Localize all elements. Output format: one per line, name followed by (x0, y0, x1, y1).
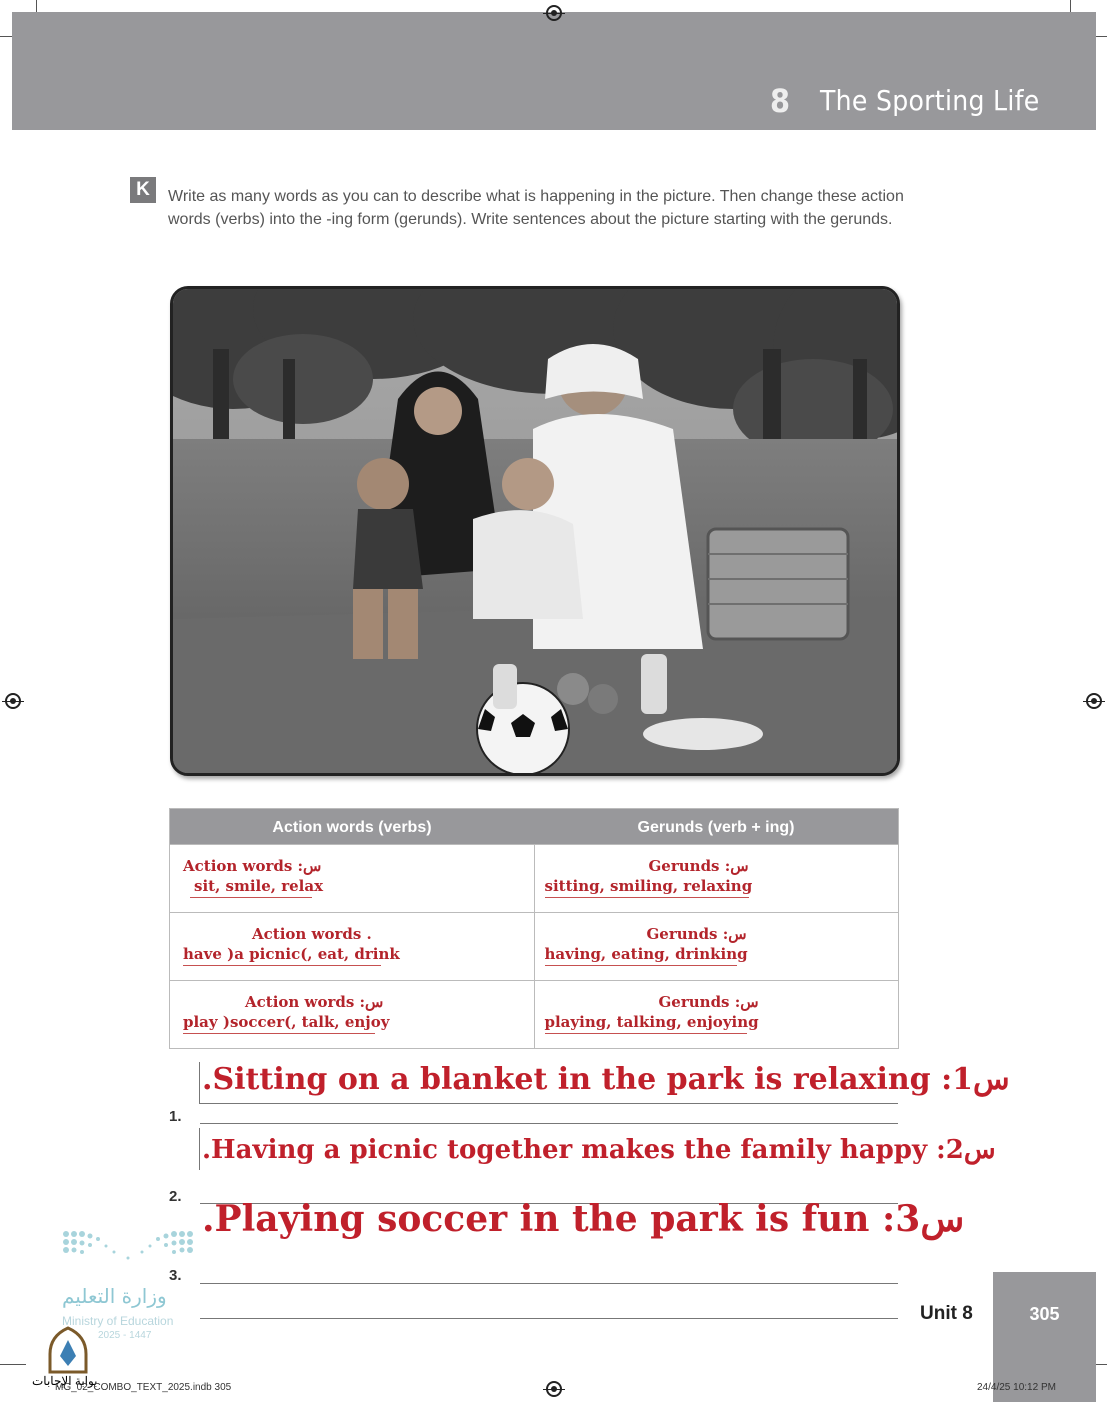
table-row (170, 844, 898, 912)
handwritten-label: Action words :س (245, 993, 384, 1011)
chapter-title: The Sporting Life (820, 84, 1040, 117)
handwritten-sentence: .Having a picnic together makes the family happy :2س (202, 1135, 996, 1165)
answer-underline (190, 897, 312, 898)
registration-mark-icon (546, 5, 562, 21)
margin-rule (199, 1128, 200, 1170)
ministry-logo-dots-icon (62, 1228, 197, 1268)
table-row (170, 980, 898, 1048)
ministry-year: 2025 - 1447 (98, 1330, 152, 1341)
answer-underline (545, 965, 737, 966)
table-cell-action (170, 845, 534, 912)
registration-mark-icon (5, 693, 21, 709)
sentence-number: 3. (169, 1267, 182, 1284)
table-header-row (170, 809, 898, 844)
table-row (170, 912, 898, 980)
margin-rule (199, 1062, 200, 1104)
handwritten-answer: having, eating, drinking (544, 945, 748, 963)
handwritten-answer: play )soccer(, talk, enjoy (183, 1013, 390, 1031)
handwritten-label: Gerunds :س (648, 857, 749, 875)
page-number: 305 (1029, 1304, 1060, 1324)
sentence-number: 2. (169, 1188, 182, 1205)
chapter-number: 8 (770, 82, 791, 120)
handwritten-sentence: .Playing soccer in the park is fun :3س (202, 1198, 965, 1240)
table-cell-gerund (534, 845, 899, 912)
handwritten-label: Gerunds :س (646, 925, 747, 943)
handwritten-label: Gerunds :س (658, 993, 759, 1011)
site-logo-icon (46, 1326, 90, 1374)
ministry-name-english: Ministry of Education (62, 1314, 174, 1328)
writing-line (200, 1318, 898, 1319)
writing-line (200, 1103, 898, 1104)
sentence-number: 1. (169, 1108, 182, 1125)
answer-underline (183, 965, 381, 966)
table-cell-gerund (534, 913, 899, 980)
answer-underline (545, 897, 749, 898)
exercise-letter-badge: K (130, 177, 156, 203)
ministry-name-arabic: وزارة التعليم (62, 1284, 167, 1308)
column-header-gerunds: Gerunds (verb + ing) (637, 819, 795, 836)
handwritten-answer: sit, smile, relax (194, 877, 324, 895)
handwritten-sentence: .Sitting on a blanket in the park is relaxing :1س (202, 1062, 1010, 1097)
handwritten-label: Action words . (252, 925, 372, 943)
column-header-action-words: Action words (verbs) (272, 819, 432, 836)
table-cell-action (170, 981, 534, 1048)
crop-mark (0, 1364, 26, 1365)
verbs-gerunds-table (169, 808, 899, 1049)
exercise-instructions: Write as many words as you can to describe what is happening in the picture. Then change these action words (verbs) into the -ing form (gerunds). Write sentences about the picture starting with the gerunds. (168, 188, 904, 228)
writing-line (200, 1123, 898, 1124)
handwritten-label: Action words :س (183, 857, 322, 875)
handwritten-answer: sitting, smiling, relaxing (544, 877, 753, 895)
registration-mark-icon (546, 1381, 562, 1397)
site-watermark: بوابة الإجابات (32, 1374, 98, 1388)
family-picnic-photo (170, 286, 900, 776)
handwritten-answer: have )a picnic(, eat, drink (183, 945, 400, 963)
answer-underline (545, 1033, 747, 1034)
registration-mark-icon (1086, 693, 1102, 709)
unit-label: Unit 8 (920, 1303, 973, 1324)
file-info: MG_02_COMBO_TEXT_2025.indb 305 (55, 1382, 232, 1393)
answer-underline (183, 1033, 375, 1034)
date-info: 24/4/25 10:12 PM (977, 1382, 1056, 1393)
writing-line (200, 1283, 898, 1284)
table-cell-action (170, 913, 534, 980)
table-cell-gerund (534, 981, 899, 1048)
photo-illustration (173, 289, 897, 773)
chapter-header (12, 12, 1096, 130)
handwritten-answer: playing, talking, enjoying (544, 1013, 759, 1031)
